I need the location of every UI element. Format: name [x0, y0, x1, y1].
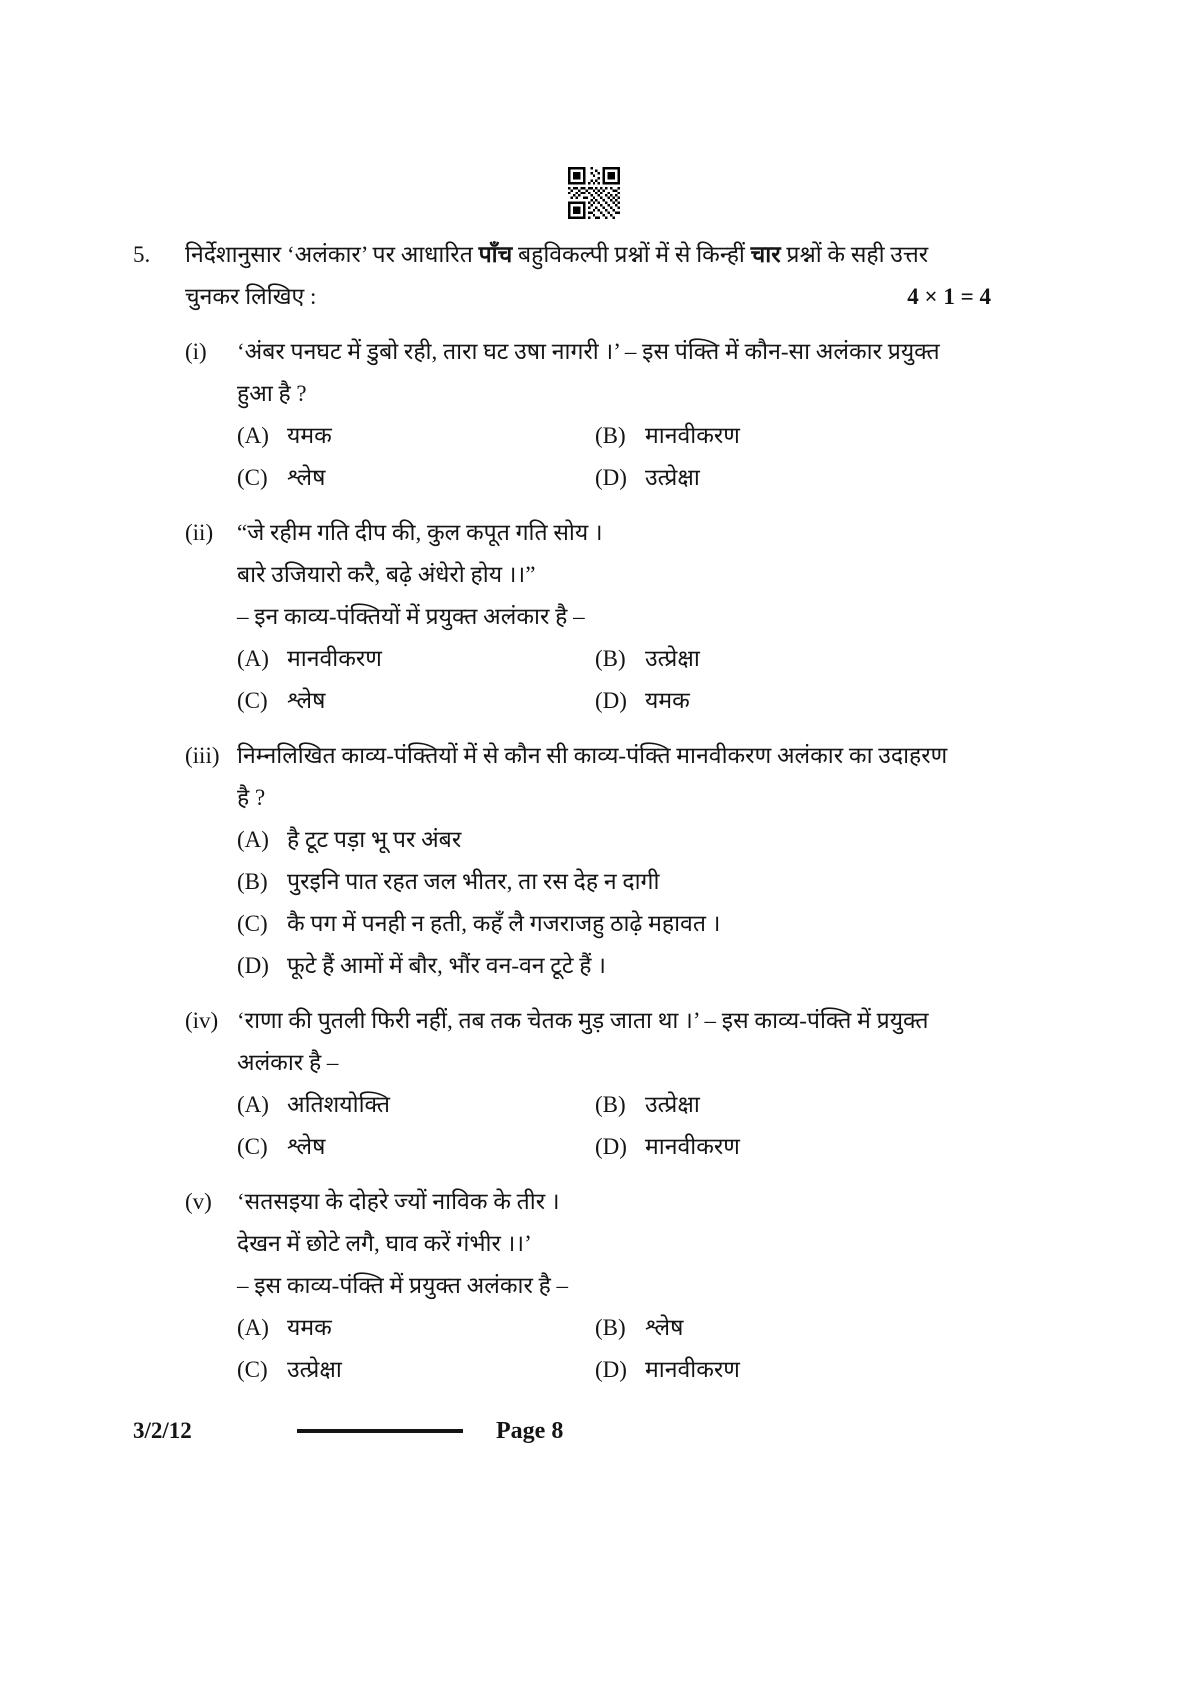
option-letter: (D): [595, 465, 627, 490]
question-line: – इस काव्य-पंक्ति में प्रयुक्त अलंकार है –: [237, 1273, 569, 1298]
option-c: [237, 457, 595, 499]
option-letter: (D): [595, 688, 627, 713]
option-d: [237, 945, 1017, 987]
intro-segment-bold: पाँच: [478, 242, 513, 267]
question-line: बारे उजियारो करै, बढ़े अंधेरो होय ।।”: [237, 562, 536, 587]
option-text: मानवीकरण: [645, 423, 740, 448]
option-text: पुरइनि पात रहत जल भीतर, ता रस देह न दागी: [287, 869, 660, 894]
option-letter: (B): [595, 423, 626, 448]
question-line: निम्नलिखित काव्य-पंक्तियों में से कौन सी काव्य-पंक्ति मानवीकरण अलंकार का उदाहरण: [237, 743, 948, 768]
sub-question-body: [237, 1000, 1017, 1168]
intro-segment: प्रश्नों के सही उत्तर: [780, 242, 929, 267]
sub-question-iii: [185, 735, 1017, 987]
option-text: फूटे हैं आमों में बौर, भौंर वन-वन टूटे हैं ।: [287, 953, 606, 978]
question-intro-line2: चुनकर लिखिए :: [185, 284, 317, 309]
question-header: [133, 234, 991, 318]
option-letter: (C): [237, 1134, 268, 1159]
sub-question-ii: [185, 512, 1017, 722]
option-c: [237, 1126, 595, 1168]
sub-question-body: [237, 735, 1017, 987]
option-a: [237, 638, 595, 680]
option-text: मानवीकरण: [645, 1134, 740, 1159]
sub-question-body: [237, 331, 1017, 499]
option-b: [595, 1307, 1017, 1349]
option-c: [237, 1349, 595, 1391]
options-grid: [237, 1084, 1017, 1168]
option-letter: (A): [237, 1092, 269, 1117]
option-letter: (B): [595, 1315, 626, 1340]
option-letter: (A): [237, 827, 269, 852]
paper-code: 3/2/12: [133, 1418, 192, 1443]
option-b: [595, 415, 1017, 457]
options-grid: [237, 638, 1017, 722]
option-text: उत्प्रेक्षा: [645, 465, 700, 490]
sub-question-body: [237, 512, 1017, 722]
option-d: [595, 1349, 1017, 1391]
option-letter: (C): [237, 465, 268, 490]
option-b: [237, 861, 1017, 903]
question-line: ‘सतसइया के दोहरे ज्यों नाविक के तीर ।: [237, 1189, 560, 1214]
option-letter: (C): [237, 1357, 268, 1382]
page-footer: [0, 1410, 1190, 1456]
intro-segment: निर्देशानुसार ‘अलंकार’ पर आधारित: [185, 242, 479, 267]
footer-divider: [297, 1429, 463, 1433]
question-line: ‘राणा की पुतली फिरी नहीं, तब तक चेतक मुड़ जाता था ।’ – इस काव्य-पंक्ति में प्रयुक्त: [237, 1008, 929, 1033]
option-text: अतिशयोक्ति: [287, 1092, 390, 1117]
option-letter: (B): [237, 869, 268, 894]
option-d: [595, 457, 1017, 499]
page-number: Page 8: [496, 1418, 564, 1444]
marks-label: 4 × 1 = 4: [907, 284, 991, 309]
option-text: कै पग में पनही न हती, कहँ लै गजराजहु ठाढ़े महावत ।: [287, 911, 721, 936]
option-text: यमक: [287, 423, 332, 448]
intro-segment: बहुविकल्पी प्रश्नों में से किन्हीं: [512, 242, 751, 267]
options-grid: [237, 1307, 1017, 1391]
qr-code: [568, 167, 620, 219]
option-text: उत्प्रेक्षा: [645, 1092, 700, 1117]
question-intro-line2-row: [185, 276, 991, 318]
question-line: अलंकार है –: [237, 1050, 339, 1075]
option-letter: (C): [237, 911, 268, 936]
question-line: है ?: [237, 785, 266, 810]
sub-question-label: (v): [185, 1189, 212, 1214]
option-a: [237, 1307, 595, 1349]
sub-questions: [185, 331, 1017, 1391]
intro-segment-bold: चार: [750, 242, 781, 267]
option-text: श्लेष: [287, 1134, 326, 1159]
option-d: [595, 680, 1017, 722]
option-text: श्लेष: [645, 1315, 684, 1340]
option-letter: (A): [237, 423, 269, 448]
sub-question-label: (i): [185, 339, 207, 364]
question-line: देखन में छोटे लगै, घाव करें गंभीर ।।’: [237, 1231, 532, 1256]
option-c: [237, 903, 1017, 945]
option-text: श्लेष: [287, 688, 326, 713]
option-letter: (D): [595, 1357, 627, 1382]
question-line: हुआ है ?: [237, 381, 307, 406]
option-text: उत्प्रेक्षा: [645, 646, 700, 671]
question-intro-line1: [185, 234, 991, 276]
question-line: “जे रहीम गति दीप की, कुल कपूत गति सोय ।: [237, 520, 603, 545]
question-number: 5.: [133, 242, 151, 267]
option-c: [237, 680, 595, 722]
question-line: ‘अंबर पनघट में डुबो रही, तारा घट उषा नागरी ।’ – इस पंक्ति में कौन-सा अलंकार प्रयुक्त: [237, 339, 940, 364]
option-text: यमक: [645, 688, 690, 713]
option-text: यमक: [287, 1315, 332, 1340]
option-a: [237, 415, 595, 457]
option-letter: (B): [595, 646, 626, 671]
option-a: [237, 1084, 595, 1126]
option-text: मानवीकरण: [287, 646, 382, 671]
option-d: [595, 1126, 1017, 1168]
option-text: उत्प्रेक्षा: [287, 1357, 342, 1382]
question-block: [0, 234, 1190, 1391]
option-text: मानवीकरण: [645, 1357, 740, 1382]
sub-question-iv: [185, 1000, 1017, 1168]
option-text: है टूट पड़ा भू पर अंबर: [287, 827, 462, 852]
option-b: [595, 638, 1017, 680]
option-letter: (D): [237, 953, 269, 978]
sub-question-label: (iv): [185, 1008, 219, 1033]
sub-question-v: [185, 1181, 1017, 1391]
option-letter: (C): [237, 688, 268, 713]
sub-question-label: (iii): [185, 743, 220, 768]
options-grid: [237, 415, 1017, 499]
options-list: [237, 819, 1017, 987]
option-letter: (B): [595, 1092, 626, 1117]
option-b: [595, 1084, 1017, 1126]
option-letter: (A): [237, 646, 269, 671]
sub-question-i: [185, 331, 1017, 499]
sub-question-label: (ii): [185, 520, 214, 545]
option-letter: (D): [595, 1134, 627, 1159]
question-line: – इन काव्य-पंक्तियों में प्रयुक्त अलंकार है –: [237, 604, 585, 629]
option-letter: (A): [237, 1315, 269, 1340]
sub-question-body: [237, 1181, 1017, 1391]
option-a: [237, 819, 1017, 861]
option-text: श्लेष: [287, 465, 326, 490]
